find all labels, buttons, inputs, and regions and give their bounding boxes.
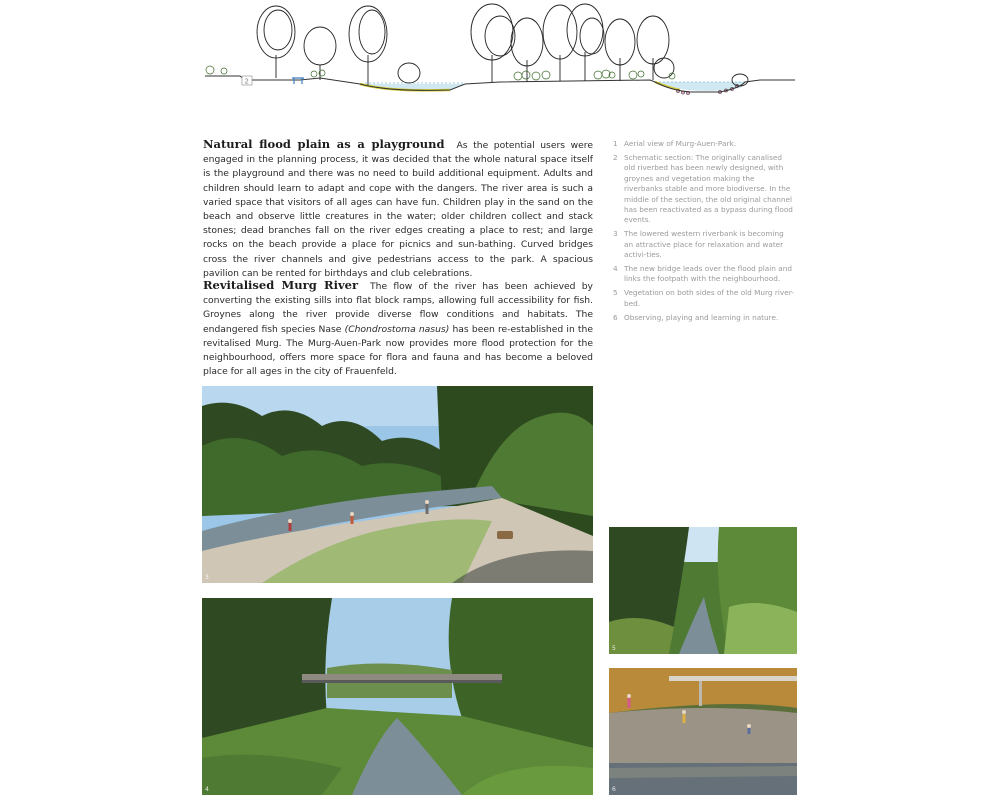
caption-list: [613, 139, 795, 327]
caption-item: [613, 153, 795, 226]
section-marker-label: 2: [244, 77, 249, 86]
caption-item: [613, 264, 795, 285]
caption-text: Vegetation on both sides of the old Murg river-bed.: [624, 288, 794, 308]
caption-text: Aerial view of Murg-Auen-Park.: [624, 139, 737, 148]
photo-riverbank-beach-image: [202, 386, 593, 583]
caption-number: 6: [613, 312, 618, 322]
photo-riverbank-beach: [202, 386, 593, 583]
photo-playing-in-nature-image: [609, 668, 797, 795]
caption-item: [613, 139, 795, 149]
paragraph-murg-river-body: The flow of the river has been achieved by converting the existing sills into flat block ramps, allowing full accessibility for fish. Groynes along the river provide diverse flow conditions and habitats. The endangered fish species Nase: [203, 281, 593, 335]
heading-flood-plain: Natural flood plain as a playground: [203, 137, 445, 151]
caption-number: 1: [613, 139, 618, 148]
caption-item: [613, 313, 795, 323]
photo-vegetation-riverbed-image: [609, 527, 797, 654]
caption-number: 3: [613, 229, 618, 239]
photo-number-label: 3: [205, 574, 209, 581]
photo-bridge-flood-plain-image: [202, 598, 593, 795]
caption-text: Schematic section: The originally canalised old riverbed has been newly designed, with groynes and vegetation making the riverbanks stable and more biodiverse. In the middle of the section, the old original channel has been reactivated as a bypass during flood events.: [624, 152, 793, 225]
photo-number-label: 6: [612, 786, 616, 793]
caption-number: 5: [613, 288, 618, 298]
heading-murg-river: Revitalised Murg River: [203, 278, 359, 292]
caption-number: 2: [613, 152, 618, 162]
photo-vegetation-riverbed: [609, 527, 797, 654]
caption-item: [613, 229, 795, 260]
photo-bridge-flood-plain: [202, 598, 593, 795]
caption-text: The new bridge leads over the flood plain and links the footpath with the neighbourhood.: [624, 263, 792, 284]
caption-text: Observing, playing and learning in nature.: [624, 312, 779, 322]
schematic-section-drawing: [200, 0, 800, 110]
photo-number-label: 5: [612, 645, 616, 652]
paragraph-flood-plain: [203, 137, 593, 281]
section-bench: [292, 78, 304, 84]
species-name: (Chondrostoma nasus): [344, 323, 450, 335]
photo-number-label: 4: [205, 786, 209, 793]
photo-playing-in-nature: [609, 668, 797, 795]
paragraph-murg-river: [203, 278, 593, 379]
section-svg: [200, 0, 800, 110]
caption-item: [613, 288, 795, 309]
paragraph-murg-river-body-end: has been re-established in the revitalised Murg. The Murg-Auen-Park now provides more flood protection for the neighbourhood, offers more space for flora and fauna and has become a beloved place for all ages in the city of Frauenfeld.: [203, 323, 594, 378]
caption-number: 4: [613, 263, 618, 273]
paragraph-flood-plain-body: As the potential users were engaged in the planning process, it was decided that the whole natural space itself is the playground and there was no need to build additional equipment. Adults and children should learn to adapt and cope with the dangers. The river area is such a varied space that visitors of all ages can have fun. Children play in the sand on the beach and observe little creatures in the water; older children collect and stack stones; dead branches fall on the river edges creating a place to rest; and large rocks on the beach provide a place for picnics and sun-bathing. Curved bridges cross the river channels and give pedestrians access to the park. A spacious pavilion can be rented for birthdays and club celebrations.: [203, 140, 593, 279]
caption-text: The lowered western riverbank is becoming an attractive place for relaxation and water activi-ties.: [624, 229, 784, 260]
